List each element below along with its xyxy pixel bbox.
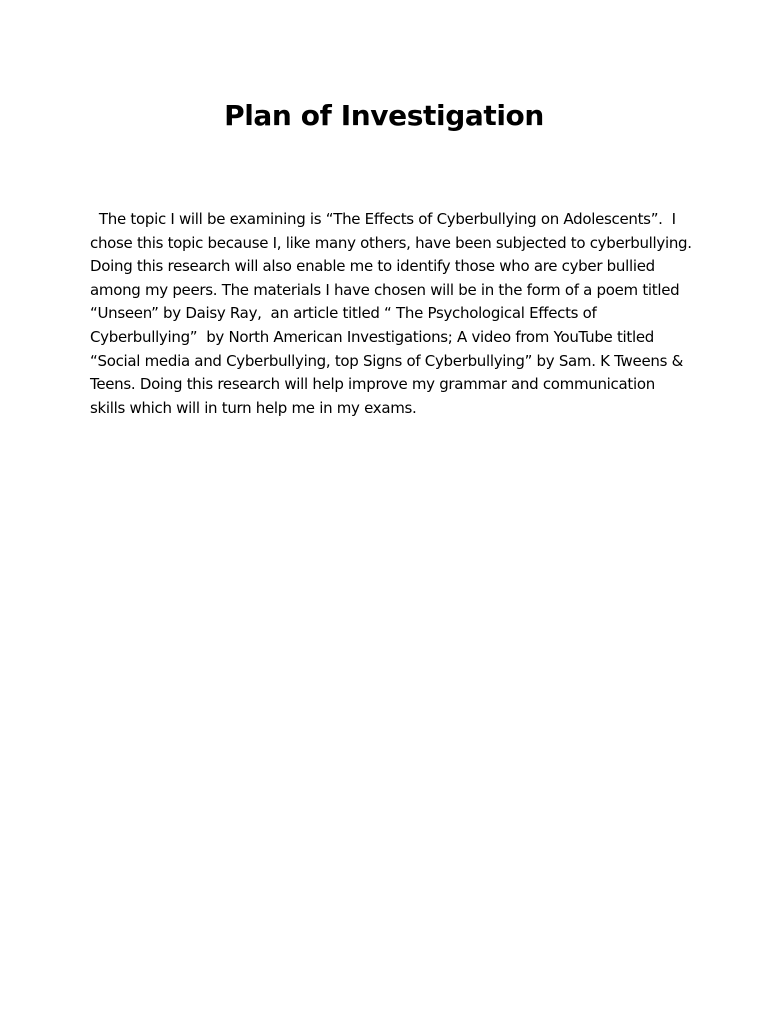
paragraph-line: Teens. Doing this research will help improve my grammar and communication — [90, 375, 655, 394]
paragraph-line: “Social media and Cyberbullying, top Signs of Cyberbullying” by Sam. K Tweens & — [90, 351, 683, 370]
paragraph-line: “Unseen” by Daisy Ray, an article titled “ The Psychological Effects of — [90, 304, 597, 323]
document-title: Plan of Investigation — [224, 99, 544, 132]
paragraph-line: skills which will in turn help me in my exams. — [90, 398, 417, 417]
paragraph-line: among my peers. The materials I have chosen will be in the form of a poem titled — [90, 280, 680, 299]
paragraph-line: Cyberbullying” by North American Investigations; A video from YouTube titled — [90, 327, 654, 346]
paragraph-line: chose this topic because I, like many others, have been subjected to cyberbullying. — [90, 233, 692, 252]
paragraph-line: The topic I will be examining is “The Effects of Cyberbullying on Adolescents”. I — [90, 210, 676, 228]
paragraph-line: Doing this research will also enable me to identify those who are cyber bullied — [90, 257, 655, 276]
body-paragraph — [90, 208, 690, 420]
